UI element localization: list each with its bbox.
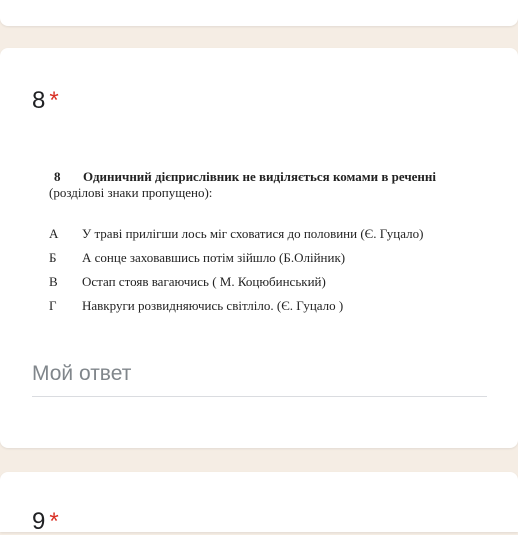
question-number-text: 8 bbox=[32, 87, 46, 114]
option-letter: В bbox=[49, 274, 58, 289]
option-text: Навкруги розвидняючись світліло. (Є. Гуцало ) bbox=[82, 298, 344, 313]
option-text: А сонце заховавшись потім зійшло (Б.Олійник) bbox=[82, 250, 346, 265]
option-letter: А bbox=[49, 226, 59, 241]
next-question-card bbox=[0, 472, 518, 535]
option-letter: Г bbox=[49, 298, 57, 313]
question-card bbox=[0, 48, 518, 448]
required-asterisk: * bbox=[49, 87, 59, 114]
task-subtitle: (розділові знаки пропущено): bbox=[49, 185, 213, 200]
answer-underline bbox=[32, 396, 487, 397]
next-question-number bbox=[32, 510, 59, 534]
next-question-number-text: 9 bbox=[32, 508, 46, 535]
task-number: 8 bbox=[54, 169, 61, 184]
previous-question-card bbox=[0, 0, 518, 26]
next-required-asterisk: * bbox=[49, 508, 59, 535]
option-text: У траві прилігши лось міг сховатися до половини (Є. Гуцало) bbox=[82, 226, 424, 241]
option-letter: Б bbox=[49, 250, 57, 265]
task-heading bbox=[49, 169, 489, 185]
question-number bbox=[32, 89, 59, 113]
answer-input[interactable]: Мой ответ bbox=[32, 362, 132, 385]
task-title: Одиничний дієприслівник не виділяється комами в реченні bbox=[83, 169, 437, 184]
question-image bbox=[49, 169, 489, 313]
option-text: Остап стояв вагаючись ( М. Коцюбинський) bbox=[82, 274, 326, 289]
